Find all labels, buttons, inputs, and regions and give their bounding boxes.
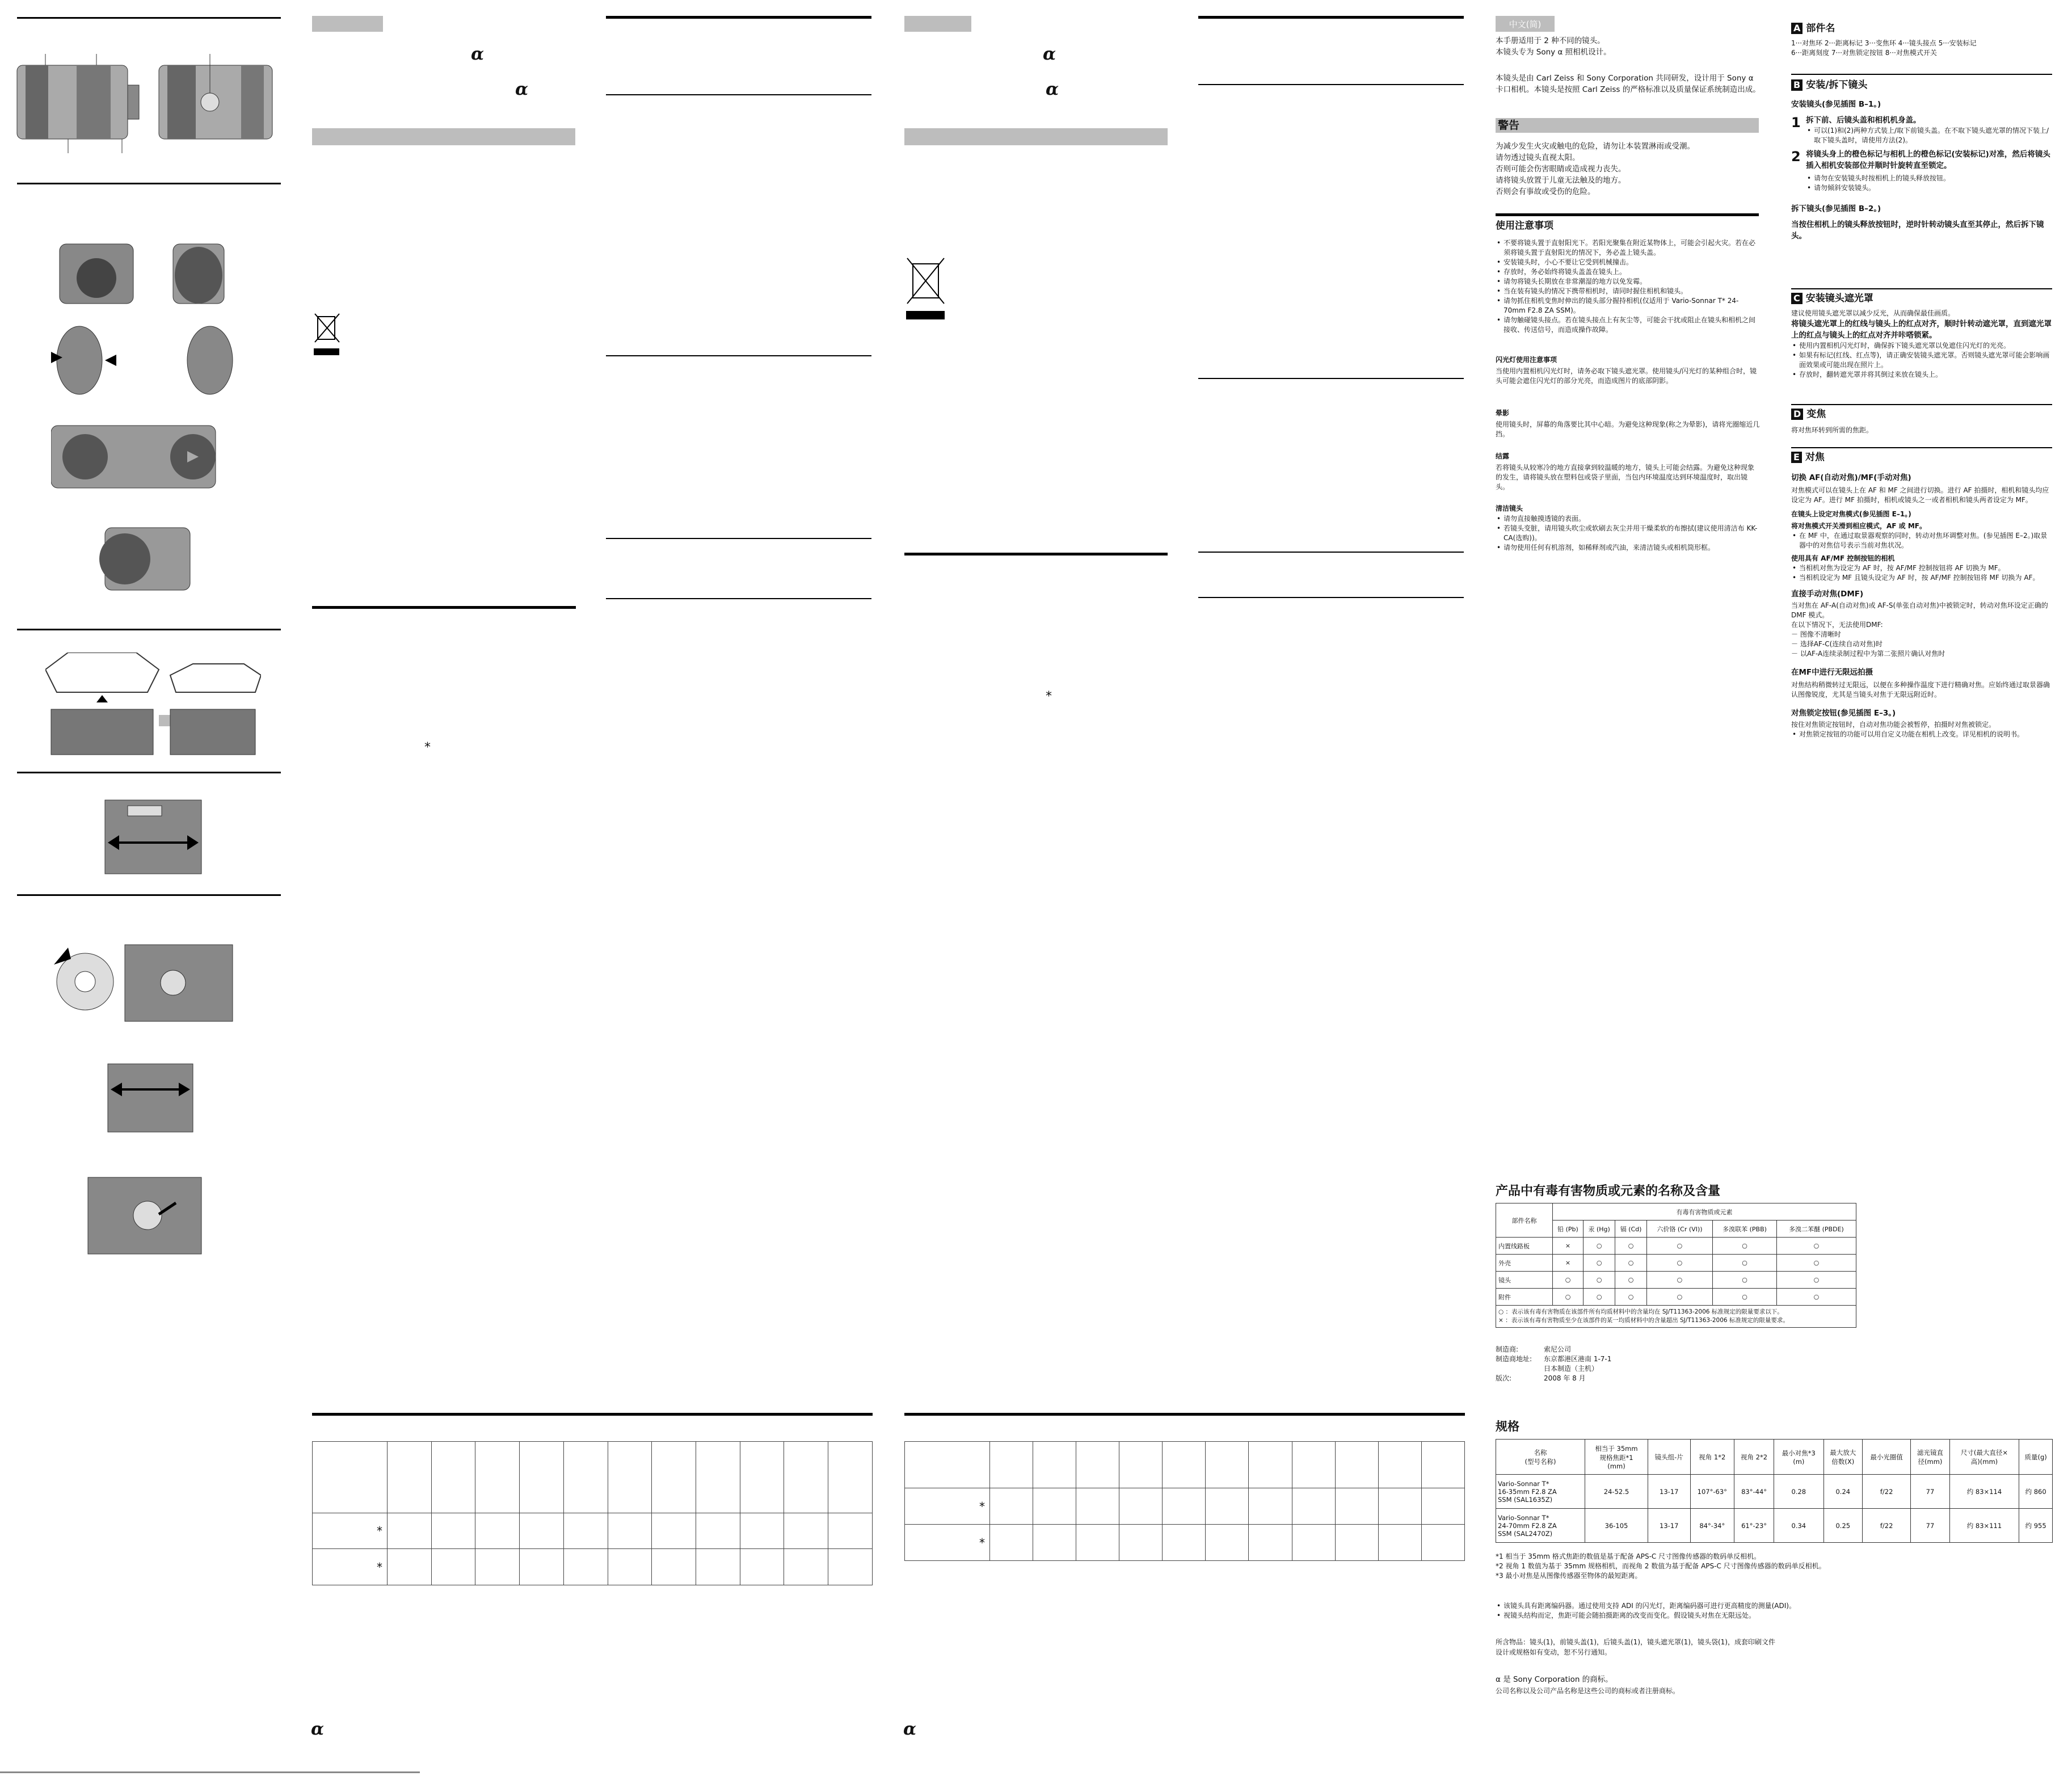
divider xyxy=(17,629,281,630)
divider xyxy=(606,16,871,19)
body-text: 将对焦环转到所需的焦距。 xyxy=(1791,426,1873,434)
intro-paragraph: 本镜头是由 Carl Zeiss 和 Sony Corporation 共同研发，设计用于 Sony α 卡口相机。本镜头是按照 Carl Zeiss 的严格标准以及质量保证系统制造出成。 xyxy=(1496,74,1761,94)
alpha-logo: α xyxy=(471,44,485,64)
mount-lens-illustration xyxy=(51,238,238,601)
list-item: • 不要将镜头置于直射阳光下。若阳光聚集在附近某物体上，可能会引起火灾。若在必须将镜头置于直射阳光的情况下，务必盖上镜头盖。 xyxy=(1496,238,1760,258)
body-text: 对焦结构稍微转过无限远，以便在多种操作温度下进行精确对焦。应始终通过取景器确认图像锐度，尤其是当镜头对焦于无限远附近时。 xyxy=(1791,681,2050,698)
page-edge xyxy=(0,1771,420,1773)
list-item: • 请勿使用任何有机溶剂，如稀释剂或汽油，来清洁镜头或相机筒形框。 xyxy=(1496,543,1760,553)
body-text: 在以下情况下，无法使用DMF: xyxy=(1791,621,1883,629)
divider xyxy=(606,538,871,539)
column-header: 多溴联苯 (PBB) xyxy=(1713,1221,1777,1238)
step-text: 将镜头身上的橙色标记与相机上的橙色标记(安装标记)对准，然后将镜头插入相机安装部位并顺时针旋转直至锁定。 xyxy=(1806,150,2050,170)
warning-line: 请将镜头放置于儿童无法触及的地方。 xyxy=(1496,176,1626,185)
focus-mode-illustration xyxy=(45,936,250,1265)
manufacturer-info: 制造商: 索尼公司 制造商地址: 东京都港区港南 1-7-1 日本制造（主机） 版次: 2008 年 8 月 xyxy=(1496,1345,1612,1382)
section-c-badge: C xyxy=(1791,293,1803,304)
section-d xyxy=(1791,407,2052,435)
warning-line: 请勿透过镜头直视太阳。 xyxy=(1496,153,1580,162)
table-note: × ：表示该有毒有害物质至少在该部件的某一均质材料中的含量超出 SJ/T11363-2006 标准规定的限量要求。 xyxy=(1498,1317,1789,1324)
vignette-text: 使用镜头时，屏幕的角落要比其中心暗。为避免这种现象(称之为晕影)，请将光圈缩近几挡。 xyxy=(1496,420,1760,438)
divider xyxy=(606,94,871,95)
lens-parts-illustration xyxy=(14,51,281,165)
body-text: 将对焦模式开关滑到相应模式，AF 或 MF。 xyxy=(1791,522,1926,530)
alpha-logo: α xyxy=(1043,44,1056,64)
spec-table-empty xyxy=(904,1441,1465,1561)
list-item: • 如果有标记(红线、红点等)，请正确安装镜头遮光罩。否则镜头遮光罩可能会影响画面效果或可能出现在照片上。 xyxy=(1791,351,2052,370)
body-text: 按住对焦锁定按钮时，自动对焦功能会被暂停，拍摄时对焦被锁定。 xyxy=(1791,721,1996,729)
condense-title: 结露 xyxy=(1496,452,1510,460)
table-row: 外壳 × ○ ○ ○ ○ ○ xyxy=(1496,1255,1856,1272)
step-number: 1 xyxy=(1791,115,1801,131)
language-tab xyxy=(312,16,383,32)
list-item: • 当相机对焦为设定为 AF 时，按 AF/MF 控制按钮将 AF 切换为 MF。 xyxy=(1791,563,2052,573)
condense-text: 若将镜头从较寒冷的地方直接拿到较温暖的地方，镜头上可能会结露。为避免这种现象的发生，请将镜头放在塑料包或袋子里面，当包内环境温度达到环境温度时，取出镜头。 xyxy=(1496,464,1755,491)
section-a xyxy=(1791,22,2052,58)
list-item: • 当相机设定为 MF 且镜头设定为 AF 时，按 AF/MF 控制按钮将 MF 切换为 AF。 xyxy=(1791,573,2052,583)
subsection-title: 直接手动对焦(DMF) xyxy=(1791,590,1864,599)
divider xyxy=(17,772,281,773)
divider xyxy=(1198,597,1464,598)
step-text: 拆下前、后镜头盖和相机机身盖。 xyxy=(1806,116,1921,125)
table-row: 附件 ○ ○ ○ ○ ○ ○ xyxy=(1496,1289,1856,1306)
notice-text: 设计或规格如有变动，恕不另行通知。 xyxy=(1496,1648,1612,1656)
column-header: 质量(g) xyxy=(2019,1440,2053,1475)
table-row: 内置线路板 × ○ ○ ○ ○ ○ xyxy=(1496,1238,1856,1255)
footnote: *2 视角 1 数值为基于 35mm 规格相机，而视角 2 数值为基于配备 APS-C 尺寸图像传感器的数码单反相机。 xyxy=(1496,1562,1826,1570)
list-item: • 使用内置相机闪光灯时，确保拆下镜头遮光罩以免遮住闪光灯的光亮。 xyxy=(1791,341,2052,351)
asterisk-mark: * xyxy=(979,1535,985,1550)
column-header: 有毒有害物质或元素 xyxy=(1553,1203,1856,1221)
asterisk-mark: * xyxy=(979,1499,985,1513)
column-header: 视角 2*2 xyxy=(1734,1440,1774,1475)
intro-block xyxy=(1496,35,1762,58)
divider xyxy=(904,553,1168,555)
list-item: • 可以(1)和(2)两种方式装上/取下前镜头盖。在不取下镜头遮光罩的情况下装上/取下镜头盖时，请使用方法(2)。 xyxy=(1806,126,2052,145)
subsection-title: 使用具有 AF/MF 控制按钮的相机 xyxy=(1791,554,1895,562)
spec-table xyxy=(1496,1439,2053,1543)
spec-title: 规格 xyxy=(1496,1420,1519,1433)
list-item: • 在 MF 中，在通过取景器观察的同时，转动对焦环调整对焦。(参见插图 E–2。)取景器中的对焦信号表示当前对焦状况。 xyxy=(1791,531,2052,550)
list-item: • 安装镜头时，小心不要让它受到机械撞击。 xyxy=(1496,258,1760,267)
column-header: 镉 (Cd) xyxy=(1615,1221,1647,1238)
divider xyxy=(312,1413,873,1416)
divider xyxy=(606,598,871,599)
subsection-title: 安装镜头(参见插图 B–1。) xyxy=(1791,100,1881,109)
asterisk-mark: * xyxy=(1046,689,1052,704)
section-title: 安装镜头遮光罩 xyxy=(1805,293,1873,304)
parts-line: 6···距离刻度 7···对焦锁定按钮 8···对焦模式开关 xyxy=(1791,49,1937,57)
list-item: • 请勿触碰镜头接点。若在镜头接点上有灰尘等，可能会干扰或阻止在镜头和相机之间接收、传送信号，而造成操作故障。 xyxy=(1496,315,1760,335)
warning-line: 为减少发生火灾或触电的危险，请勿让本装置淋雨或受潮。 xyxy=(1496,142,1695,151)
table-row: 镜头 ○ ○ ○ ○ ○ ○ xyxy=(1496,1272,1856,1289)
step-number: 2 xyxy=(1791,149,1801,165)
list-item: • 请勿直接触摸透镜的表面。 xyxy=(1496,514,1760,524)
step-text: 当按住相机上的镜头释放按钮时，逆时针转动镜头直至其停止，然后拆下镜头。 xyxy=(1791,220,2044,241)
section-title: 变焦 xyxy=(1806,409,1826,420)
intro-line: 本手册适用于 2 种不同的镜头。 xyxy=(1496,36,1605,45)
weee-bin-icon xyxy=(312,311,343,359)
section-title: 安装/拆下镜头 xyxy=(1806,79,1868,91)
column-header: 滤光镜直 径(mm) xyxy=(1911,1440,1949,1475)
section-e xyxy=(1791,451,2052,739)
column-header: 六价铬 (Cr (VI)) xyxy=(1646,1221,1712,1238)
body-text: － 以AF-A连续录制过程中为第二张照片确认对焦时 xyxy=(1791,650,1945,658)
subsection-title: 拆下镜头(参见插图 B–2。) xyxy=(1791,204,1881,213)
section-b-badge: B xyxy=(1791,79,1803,91)
list-item: • 当在装有镜头的情况下携带相机时，请同时握住相机和镜头。 xyxy=(1496,287,1760,296)
list-item: • 存放时，翻转遮光罩并将其倒过来放在镜头上。 xyxy=(1791,370,2052,380)
divider xyxy=(1791,288,2052,289)
parts-line: 1···对焦环 2···距离标记 3···变焦环 4···镜头接点 5···安装标记 xyxy=(1791,39,1977,47)
toxic-substance-table xyxy=(1496,1203,1856,1328)
column-header: 最小对焦*3 (m) xyxy=(1774,1440,1824,1475)
column-header: 最小光圈值 xyxy=(1863,1440,1911,1475)
body-text: 将镜头遮光罩上的红线与镜头上的红点对齐，顺时针转动遮光罩，直到遮光罩上的红点与镜头上的红点对齐并咔嗒锁紧。 xyxy=(1791,319,2052,340)
intro-line: 本镜头专为 Sony α 照相机设计。 xyxy=(1496,48,1611,57)
divider xyxy=(17,17,281,19)
warning-title: 警告 xyxy=(1496,118,1759,133)
section-title: 对焦 xyxy=(1805,452,1825,463)
footnote: *1 相当于 35mm 格式焦距的数值是基于配备 APS-C 尺寸图像传感器的数码单反相机。 xyxy=(1496,1552,1761,1560)
list-item: • 请勿倾斜安装镜头。 xyxy=(1806,183,2052,193)
list-item: • 存放时，务必始终将镜头盖盖在镜头上。 xyxy=(1496,267,1760,277)
table-note: ○ ：表示该有毒有害物质在该部件所有均质材料中的含量均在 SJ/T11363-2006 标准规定的限量要求以下。 xyxy=(1498,1308,1783,1315)
clean-title: 清洁镜头 xyxy=(1496,504,1523,512)
divider xyxy=(312,606,576,609)
alpha-logo: α xyxy=(1046,79,1059,99)
warning-line: 否则可能会伤害眼睛或造成视力丧失。 xyxy=(1496,165,1626,174)
divider xyxy=(606,355,871,356)
clean-list xyxy=(1496,514,1760,553)
body-text: 当对焦在 AF-A(自动对焦)或 AF-S(单张自动对焦)中被锁定时，转动对焦环设定正确的 DMF 模式。 xyxy=(1791,601,2048,619)
list-item: • 请勿在安装镜头时按相机上的镜头释放按钮。 xyxy=(1806,174,2052,183)
spec-table-empty xyxy=(312,1441,873,1585)
divider xyxy=(1198,552,1464,553)
language-tab xyxy=(904,16,971,32)
package-contents: 所含物品：镜头(1)，前镜头盖(1)，后镜头盖(1)，镜头遮光罩(1)，镜头袋(1)，成套印刷文件 xyxy=(1496,1638,1775,1646)
table-note-row xyxy=(1496,1306,1856,1328)
column-header: 部件名称 xyxy=(1496,1203,1553,1238)
section-c xyxy=(1791,292,2052,380)
list-item: • 若镜头变脏，请用镜头吹尘或软刷去灰尘并用干燥柔软的布擦拭(建议使用清洁布 KK-CA(选购))。 xyxy=(1496,524,1760,543)
precautions-title: 使用注意事项 xyxy=(1496,220,1553,232)
subsection-title: 在MF中进行无限远拍摄 xyxy=(1791,668,1873,677)
toxic-table-title: 产品中有毒有害物质或元素的名称及含量 xyxy=(1496,1184,1721,1198)
list-item: • 请勿将镜头长期放在非常潮湿的地方以免发霉。 xyxy=(1496,277,1760,287)
column-header: 相当于 35mm 规格焦距*1 (mm) xyxy=(1585,1440,1648,1475)
column-header: 尺寸(最大直径× 高)(mm) xyxy=(1949,1440,2019,1475)
divider xyxy=(1198,16,1464,19)
section-b xyxy=(1791,78,2052,242)
column-header: 铅 (Pb) xyxy=(1553,1221,1584,1238)
list-item: • 对焦锁定按钮的功能可以用自定义功能在相机上改变。详见相机的说明书。 xyxy=(1791,730,2052,739)
trademark-text: 公司名称以及公司产品名称是这些公司的商标或者注册商标。 xyxy=(1496,1687,1680,1695)
weee-bin-icon xyxy=(904,255,950,326)
divider xyxy=(1791,404,2052,405)
body-text: 对焦模式可以在镜头上在 AF 和 MF 之间进行切换。进行 AF 拍摄时，相机和镜头均应设定为 AF。进行 MF 拍摄时，相机或镜头之一或者相机和镜头两者设定为 MF。 xyxy=(1791,486,2049,504)
zoom-ring-illustration xyxy=(102,794,204,879)
table-row: Vario-Sonnar T* 24-70mm F2.8 ZA SSM (SAL2470Z) 36-105 13-17 84°-34° 61°-23° 0.34 0.25 f/22 77 约 83×111 约 955 xyxy=(1496,1509,2053,1543)
warning-line: 否则会有事故或受伤的危险。 xyxy=(1496,187,1595,196)
asterisk-mark: * xyxy=(424,740,431,755)
divider xyxy=(904,1413,1465,1416)
column-header: 汞 (Hg) xyxy=(1583,1221,1615,1238)
divider xyxy=(1791,447,2052,448)
asterisk-mark: * xyxy=(377,1524,382,1538)
trademark-text: α 是 Sony Corporation 的商标。 xyxy=(1496,1675,1613,1684)
column-header: 最大放大 倍数(X) xyxy=(1823,1440,1862,1475)
subsection-title: 对焦锁定按钮(参见插图 E–3。) xyxy=(1791,709,1896,718)
warning-header xyxy=(312,128,575,145)
divider xyxy=(17,183,281,184)
spec-notes xyxy=(1496,1552,2052,1581)
list-item: • 该镜头具有距离编码器。通过使用支持 ADI 的闪光灯，距离编码器可进行更高精度的测量(ADI)。 xyxy=(1496,1601,2052,1611)
alpha-logo: α xyxy=(903,1719,917,1739)
alpha-logo: α xyxy=(311,1719,325,1739)
column-header: 多溴二苯醚 (PBDE) xyxy=(1776,1221,1856,1238)
column-header: 镜头组-片 xyxy=(1648,1440,1691,1475)
list-item: • 请勿抓住相机变焦时伸出的镜头部分握持相机(仅适用于 Vario-Sonnar T* 24-70mm F2.8 ZA SSM)。 xyxy=(1496,296,1760,315)
alpha-logo: α xyxy=(515,79,529,99)
divider xyxy=(1198,378,1464,379)
subsection-title: 切换 AF(自动对焦)/MF(手动对焦) xyxy=(1791,473,1911,482)
subsection-title: 在镜头上设定对焦模式(参见插图 E–1。) xyxy=(1791,510,1911,518)
flash-text: 当使用内置相机闪光灯时，请务必取下镜头遮光罩。使用镜头/闪光灯的某种组合时，镜头可能会遮住闪光灯的部分光亮，而造成图片的底部阴影。 xyxy=(1496,367,1757,385)
divider xyxy=(1791,74,2052,75)
warning-text xyxy=(1496,141,1762,197)
tail-notes xyxy=(1496,1601,2052,1621)
divider xyxy=(17,894,281,896)
asterisk-mark: * xyxy=(377,1560,382,1574)
precautions-list xyxy=(1496,238,1760,335)
section-title: 部件名 xyxy=(1806,23,1835,34)
flash-title: 闪光灯使用注意事项 xyxy=(1496,356,1557,364)
body-text: 建议使用镜头遮光罩以减少反光，从而确保最佳画质。 xyxy=(1791,309,1955,317)
warning-header xyxy=(904,128,1168,145)
body-text: － 图像不清晰时 xyxy=(1791,630,1841,638)
footnote: *3 最小对焦是从图像传感器至物体的最短距离。 xyxy=(1496,1572,1642,1580)
section-e-badge: E xyxy=(1791,452,1802,463)
lens-hood-illustration xyxy=(45,653,261,760)
table-row: Vario-Sonnar T* 16-35mm F2.8 ZA SSM (SAL1635Z) 24-52.5 13-17 107°-63° 83°-44° 0.28 0.24 f/22 77 约 83×114 约 860 xyxy=(1496,1475,2053,1509)
section-a-badge: A xyxy=(1791,23,1803,34)
language-tab: 中文(简) xyxy=(1496,16,1555,32)
column-header: 视角 1*2 xyxy=(1690,1440,1734,1475)
vignette-title: 晕影 xyxy=(1496,409,1510,417)
list-item: • 视镜头结构而定，焦距可能会随拍摄距离的改变而变化。假设镜头对焦在无限远处。 xyxy=(1496,1611,2052,1621)
body-text: － 选择AF-C(连续自动对焦)时 xyxy=(1791,640,1883,648)
divider xyxy=(1198,84,1464,85)
column-header: 名称 (型号名称) xyxy=(1496,1440,1585,1475)
divider xyxy=(1496,213,1759,216)
section-d-badge: D xyxy=(1791,409,1803,420)
